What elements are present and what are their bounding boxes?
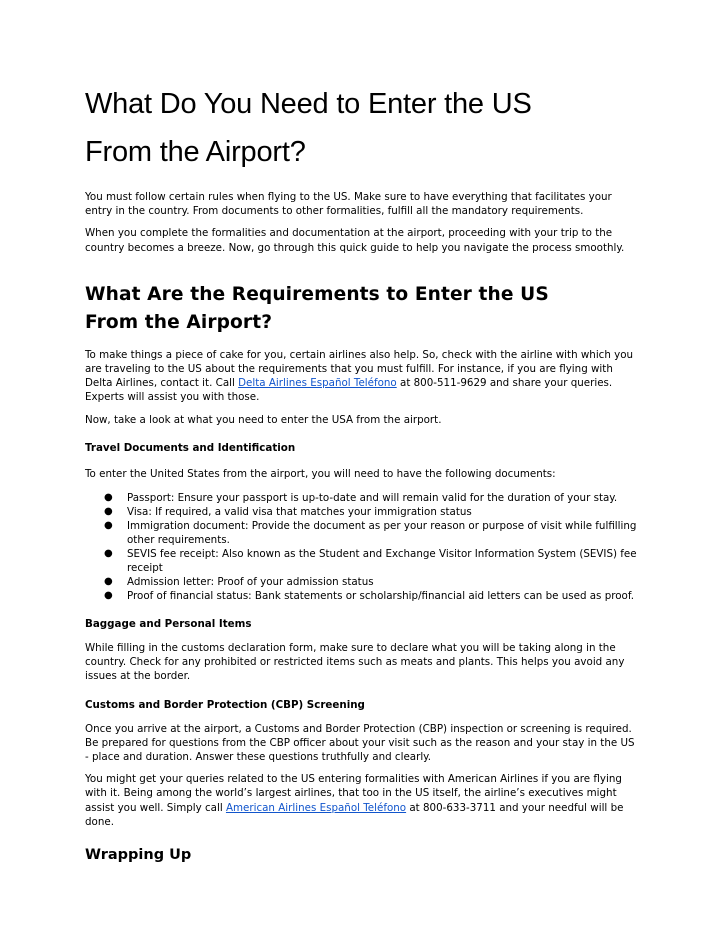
american-airlines-phone-link[interactable]: American Airlines Español Teléfono [225, 801, 407, 814]
page-title-line-2: From the Airport? [85, 136, 306, 168]
documents-list [85, 491, 637, 603]
cbp-paragraph-2 [85, 772, 637, 829]
requirements-paragraph-2: Now, take a look at what you need to enter the USA from the airport. [85, 413, 442, 426]
list-item-text: Proof of financial status: Bank statements or scholarship/financial aid letters can be used as proof. [127, 590, 634, 603]
cbp-paragraph-1: Once you arrive at the airport, a Customs and Border Protection (CBP) inspection or screening is required. Be prepared for questions from the CBP officer about your visit such as the reason and your stay in the US - place and duration. Answer these questions truthfully and clearly. [85, 722, 635, 764]
baggage-heading: Baggage and Personal Items [85, 618, 252, 631]
cbp-paragraph-2-text-b: at 800-633-3711 and your needful will be done. [85, 801, 624, 828]
list-item-text: Passport: Ensure your passport is up-to-date and will remain valid for the duration of your stay. [127, 492, 618, 505]
intro-paragraph-2: When you complete the formalities and documentation at the airport, proceeding with your trip to the country becomes a breeze. Now, go through this quick guide to help you navigate the process smoothly. [85, 227, 625, 254]
requirements-heading-line-2: From the Airport? [85, 311, 273, 333]
bullet-icon: ● [104, 492, 113, 504]
requirements-paragraph-1-text-a: To make things a piece of cake for you, certain airlines also help. So, check with the airline with which you are traveling to the US about the requirements that you must fulfill. For instance, if you are flying with Delta Airlines, contact it. Call [85, 348, 634, 390]
bullet-icon: ● [104, 576, 113, 588]
page-title-line-1: What Do You Need to Enter the US [85, 88, 532, 120]
cbp-heading: Customs and Border Protection (CBP) Screening [85, 698, 365, 711]
list-item [85, 589, 637, 603]
requirements-heading-line-1: What Are the Requirements to Enter the US [85, 283, 549, 305]
travel-documents-intro: To enter the United States from the airport, you will need to have the following documents: [85, 467, 556, 480]
list-item [85, 519, 637, 547]
list-item-text: Visa: If required, a valid visa that matches your immigration status [127, 506, 472, 519]
intro-paragraph-1: You must follow certain rules when flying to the US. Make sure to have everything that facilitates your entry in the country. From documents to other formalities, fulfill all the mandatory requirements. [85, 191, 612, 218]
bullet-icon: ● [104, 520, 113, 532]
requirements-paragraph-1 [85, 348, 637, 405]
list-item [85, 505, 637, 519]
bullet-icon: ● [104, 506, 113, 518]
list-item-text: SEVIS fee receipt: Also known as the Student and Exchange Visitor Information System (SEVIS) fee receipt [127, 548, 637, 575]
list-item [85, 575, 637, 589]
document-page [85, 0, 637, 865]
list-item-text: Admission letter: Proof of your admission status [127, 576, 374, 589]
list-item [85, 547, 637, 575]
cbp-paragraph-2-text-a: You might get your queries related to the US entering formalities with American Airlines if you are flying with it. Being among the world’s largest airlines, that too in the US itself, the airline’s executives might assist you well. Simply call [85, 773, 622, 814]
delta-airlines-phone-link[interactable]: Delta Airlines Español Teléfono [238, 377, 397, 390]
page-title [85, 0, 637, 176]
requirements-paragraph-1-text-b: at 800-511-9629 and share your queries. Experts will assist you with those. [85, 377, 613, 404]
bullet-icon: ● [104, 548, 113, 560]
list-item [85, 491, 637, 505]
requirements-heading [85, 281, 637, 337]
bullet-icon: ● [104, 590, 113, 602]
travel-documents-heading: Travel Documents and Identification [85, 441, 296, 454]
list-item-text: Immigration document: Provide the document as per your reason or purpose of visit while fulfilling other requirements. [127, 520, 637, 547]
wrapping-up-heading: Wrapping Up [85, 847, 192, 864]
baggage-paragraph: While filling in the customs declaration form, make sure to declare what you will be taking along in the country. Check for any prohibited or restricted items such as meats and plants. This helps you avoid any issues at the border. [85, 642, 625, 683]
